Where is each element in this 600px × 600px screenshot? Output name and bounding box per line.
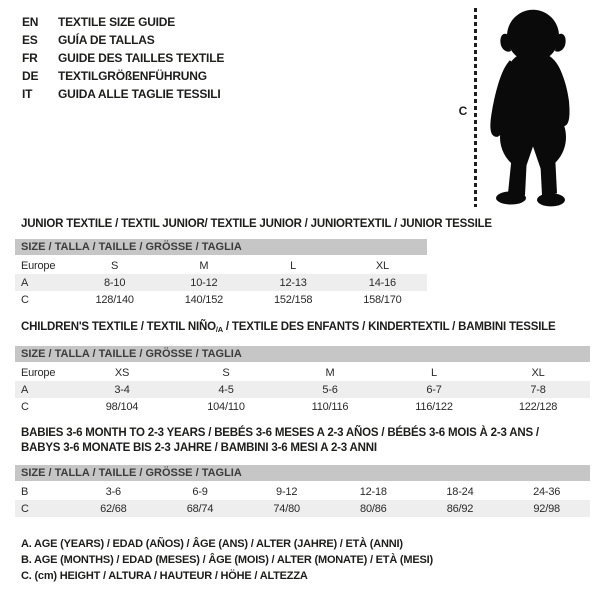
footnote-b: B. AGE (MONTHS) / EDAD (MESES) / ÂGE (MOIS) / ALTER (MONATE) / ETÀ (MESI) xyxy=(21,554,433,566)
title-part: CHILDREN'S TEXTILE / TEXTIL NIÑO xyxy=(21,321,216,333)
row-label: C xyxy=(21,293,29,306)
lang-row-it xyxy=(22,85,224,103)
size-header-band: SIZE / TALLA / TAILLE / GRÖSSE / TAGLIA xyxy=(15,465,590,481)
lang-label: TEXTILE SIZE GUIDE xyxy=(58,15,176,29)
toddler-silhouette-icon xyxy=(482,6,582,212)
cell: M xyxy=(325,366,335,379)
lang-code: ES xyxy=(22,33,38,47)
cell: 86/92 xyxy=(446,502,474,515)
lang-label: GUIDE DES TAILLES TEXTILE xyxy=(58,51,225,65)
table-row xyxy=(15,364,590,381)
cell: 24-36 xyxy=(533,485,561,498)
title-line: BABIES 3-6 MONTH TO 2-3 YEARS / BEBÉS 3-6 MESES A 2-3 AÑOS / BÉBÉS 3-6 MOIS À 2-3 ANS / xyxy=(21,427,539,439)
lang-code: DE xyxy=(22,69,39,83)
cell: 14-16 xyxy=(368,276,396,289)
cell: 6-7 xyxy=(426,383,442,396)
cell: L xyxy=(431,366,437,379)
cell: 116/122 xyxy=(415,400,453,413)
title-subscript: /A xyxy=(215,325,223,334)
table-row xyxy=(15,483,590,500)
cell: 5-6 xyxy=(322,383,338,396)
height-measure-dotted-line xyxy=(474,8,477,207)
cell: 10-12 xyxy=(190,276,218,289)
table-row xyxy=(15,291,427,308)
junior-table-title: JUNIOR TEXTILE / TEXTIL JUNIOR/ TEXTILE JUNIOR / JUNIORTEXTIL / JUNIOR TESSILE xyxy=(21,218,492,230)
lang-row-fr xyxy=(22,49,224,67)
cell: 158/170 xyxy=(363,293,402,306)
children-table xyxy=(15,346,590,415)
cell: S xyxy=(222,366,230,379)
cell: XS xyxy=(114,366,130,379)
cell: 12-13 xyxy=(279,276,307,289)
cell: 3-6 xyxy=(105,485,121,498)
cell: 68/74 xyxy=(186,502,214,515)
cell: XL xyxy=(531,366,545,379)
babies-table-title xyxy=(21,426,539,456)
size-header-band: SIZE / TALLA / TAILLE / GRÖSSE / TAGLIA xyxy=(15,346,590,362)
row-label: A xyxy=(21,383,29,396)
table-row xyxy=(15,398,590,415)
lang-row-es xyxy=(22,31,224,49)
junior-table xyxy=(15,239,427,308)
row-label: C xyxy=(21,400,29,413)
row-label: Europe xyxy=(21,366,56,379)
title-part: / TEXTILE DES ENFANTS / KINDERTEXTIL / BAMBINI TESSILE xyxy=(222,321,556,333)
footnote-a: A. AGE (YEARS) / EDAD (AÑOS) / ÂGE (ANS) / ALTER (JAHRE) / ETÀ (ANNI) xyxy=(21,538,403,550)
table-row xyxy=(15,274,427,291)
cell: 152/158 xyxy=(273,293,313,306)
lang-code: EN xyxy=(22,15,39,29)
cell: M xyxy=(199,259,209,272)
cell: 18-24 xyxy=(446,485,474,498)
cell: 140/152 xyxy=(184,293,224,306)
cell: 3-4 xyxy=(114,383,130,396)
lang-label: GUIDA ALLE TAGLIE TESSILI xyxy=(58,87,221,101)
height-measure-label: C xyxy=(458,104,468,118)
footnotes xyxy=(21,536,433,584)
table-row xyxy=(15,500,590,517)
cell: 80/86 xyxy=(360,502,387,515)
cell: S xyxy=(111,259,119,272)
cell: 74/80 xyxy=(273,502,300,515)
cell: 8-10 xyxy=(104,276,126,289)
lang-row-en xyxy=(22,13,224,31)
lang-label: TEXTILGRÖßENFÜHRUNG xyxy=(58,69,207,83)
lang-code: FR xyxy=(22,51,38,65)
row-label: Europe xyxy=(21,259,56,272)
cell: 92/98 xyxy=(533,502,560,515)
language-list xyxy=(22,13,224,103)
cell: 128/140 xyxy=(95,293,134,306)
children-table-title xyxy=(21,321,555,334)
cell: 6-9 xyxy=(192,485,208,498)
row-label: C xyxy=(21,502,29,515)
cell: 4-5 xyxy=(218,383,234,396)
cell: 9-12 xyxy=(276,485,298,498)
lang-row-de xyxy=(22,67,224,85)
footnote-c: C. (cm) HEIGHT / ALTURA / HAUTEUR / HÖHE / ALTEZZA xyxy=(21,570,308,582)
cell: 104/110 xyxy=(207,400,245,413)
cell: 98/104 xyxy=(105,400,139,413)
cell: 62/68 xyxy=(100,502,127,515)
babies-table xyxy=(15,465,590,517)
cell: 110/116 xyxy=(311,400,349,413)
table-row xyxy=(15,257,427,274)
title-line: BABYS 3-6 MONATE BIS 2-3 JAHRE / BAMBINI 3-6 MESI A 2-3 ANNI xyxy=(21,442,377,454)
cell: 7-8 xyxy=(530,383,546,396)
cell: 12-18 xyxy=(359,485,387,498)
cell: L xyxy=(290,259,297,272)
lang-label: GUÍA DE TALLAS xyxy=(58,33,155,47)
cell: XL xyxy=(375,259,389,272)
row-label: A xyxy=(21,276,29,289)
row-label: B xyxy=(21,485,29,498)
cell: 122/128 xyxy=(518,400,558,413)
size-header-band: SIZE / TALLA / TAILLE / GRÖSSE / TAGLIA xyxy=(15,239,427,255)
lang-code: IT xyxy=(22,87,33,101)
table-row xyxy=(15,381,590,398)
